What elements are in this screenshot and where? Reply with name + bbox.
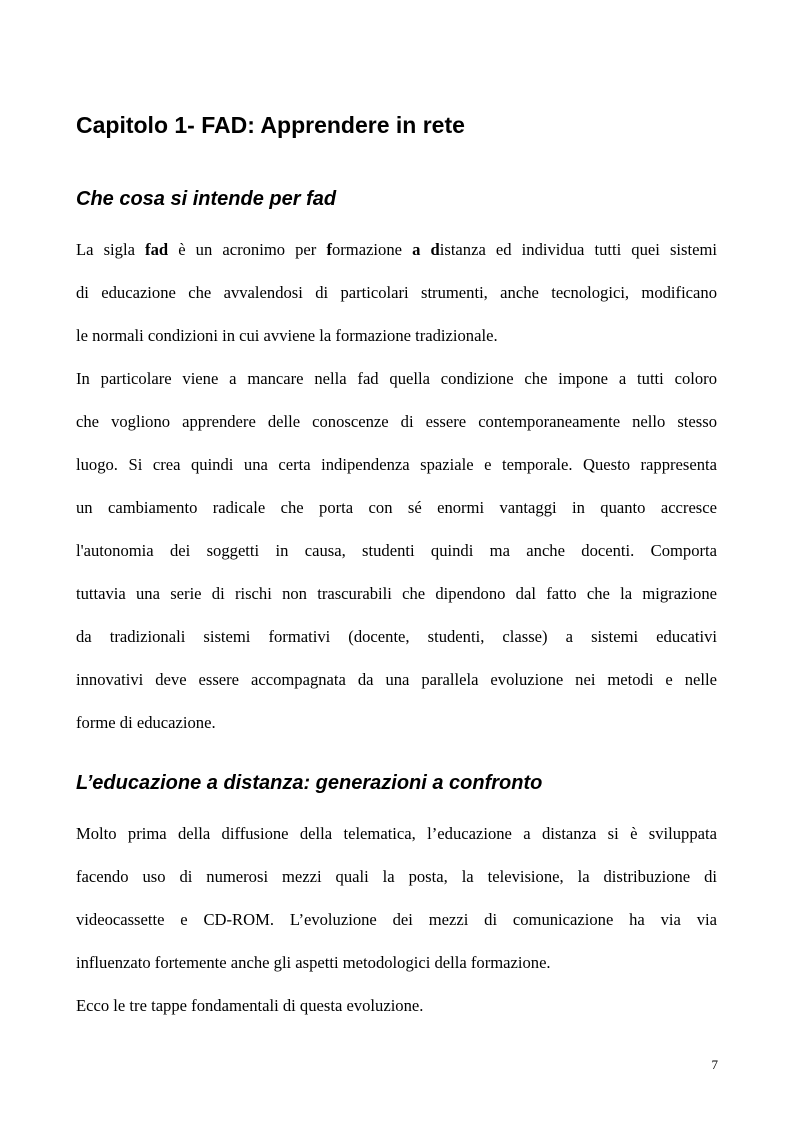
section-heading-fad: Che cosa si intende per fad — [76, 188, 337, 210]
page-number: 7 — [711, 1057, 718, 1072]
bold-letter: a — [412, 240, 421, 259]
chapter-title: Capitolo 1- FAD: Apprendere in rete — [76, 112, 465, 138]
paragraph-line: un cambiamento radicale che porta con sé enormi vantaggi in quanto accresce — [76, 498, 717, 517]
bold-term: fad — [145, 240, 169, 259]
paragraph-line: da tradizionali sistemi formativi (docente, studenti, classe) a sistemi educativi — [76, 627, 717, 646]
paragraph-line: La sigla fad è un acronimo per formazione a distanza ed individua tutti quei sistemi — [76, 240, 717, 259]
bold-letter: f — [326, 240, 332, 259]
paragraph-line: di educazione che avvalendosi di particolari strumenti, anche tecnologici, modificano — [76, 283, 717, 302]
section-heading-generazioni: L’educazione a distanza: generazioni a confronto — [76, 772, 543, 794]
paragraph-line: In particolare viene a mancare nella fad quella condizione che impone a tutti coloro — [76, 369, 717, 388]
paragraph-line: facendo uso di numerosi mezzi quali la posta, la televisione, la distribuzione di — [76, 867, 717, 886]
paragraph-line: influenzato fortemente anche gli aspetti metodologici della formazione. — [76, 953, 551, 972]
paragraph-line: le normali condizioni in cui avviene la formazione tradizionale. — [76, 326, 498, 345]
paragraph-line: tuttavia una serie di rischi non trascurabili che dipendono dal fatto che la migrazione — [76, 584, 717, 603]
paragraph-line: luogo. Si crea quindi una certa indipendenza spaziale e temporale. Questo rappresenta — [76, 455, 717, 474]
paragraph-line: l'autonomia dei soggetti in causa, studenti quindi ma anche docenti. Comporta — [76, 541, 717, 560]
bold-letter: d — [430, 240, 440, 259]
paragraph-line: innovativi deve essere accompagnata da una parallela evoluzione nei metodi e nelle — [76, 670, 717, 689]
paragraph-line: Ecco le tre tappe fondamentali di questa evoluzione. — [76, 996, 424, 1015]
paragraph-line: forme di educazione. — [76, 713, 216, 732]
paragraph-line: videocassette e CD-ROM. L’evoluzione dei mezzi di comunicazione ha via via — [76, 910, 717, 929]
paragraph-line: Molto prima della diffusione della telematica, l’educazione a distanza si è sviluppata — [76, 824, 717, 843]
paragraph-line: che vogliono apprendere delle conoscenze di essere contemporaneamente nello stesso — [76, 412, 717, 431]
